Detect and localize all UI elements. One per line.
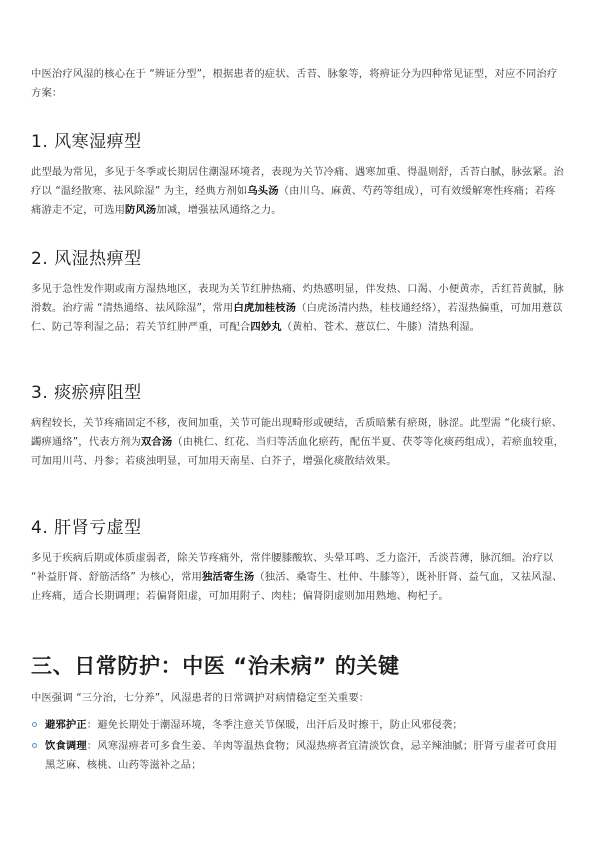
section-heading-3: 3. 痰瘀痹阻型: [31, 383, 142, 403]
formula-duhuo-jisheng-tang: 独活寄生汤: [202, 571, 255, 583]
bullet-text: ：避免长期处于潮湿环境，冬季注意关节保暖，出汗后及时擦干，防止风邪侵袭；: [86, 719, 463, 731]
formula-simiao-wan: 四妙丸: [250, 321, 282, 333]
section-4-text-b: （独活、桑寄生、杜仲、牛膝等），既补肝肾、益气血，又祛风湿、止疼痛，适合长期调理；若偏肾阳虚，可加用附子、肉桂；偏肾阴虚则加用熟地、枸杞子。: [31, 571, 563, 602]
section-1-text-c: 加减，增强祛风通络之力。: [156, 204, 282, 216]
section-body-1: [31, 163, 565, 220]
section-4-text-a: 多见于疾病后期或体质虚弱者，除关节疼痛外，常伴腰膝酸软、头晕耳鸣、乏力盗汗，舌淡苔薄，脉沉细。治疗以 “补益肝肾、舒筋活络” 为核心，常用: [31, 552, 554, 583]
section-3-text-a: 病程较长，关节疼痛固定不移，夜间加重，关节可能出现畸形或硬结，舌质暗紫有瘀斑，脉涩。此型需 “化痰行瘀、蠲痹通络”，代表方剂为: [31, 417, 563, 448]
bullet-label: 避邪护正: [45, 719, 87, 731]
formula-wutou-tang: 乌头汤: [247, 185, 279, 197]
section-body-4: [31, 549, 565, 606]
care-bullet-list: [31, 716, 565, 777]
section-body-3: [31, 414, 565, 471]
bullet-text: ：风寒湿痹者可多食生姜、羊肉等温热食物；风湿热痹者宜清淡饮食，忌辛辣油腻；肝肾亏虚者可食用黑芝麻、核桃、山药等滋补之品；: [45, 740, 557, 771]
bullet-circle-icon: [32, 722, 37, 727]
bullet-circle-icon: [32, 743, 37, 748]
section-heading-1: 1. 风寒湿痹型: [31, 132, 142, 152]
formula-baihu-guizhi-tang: 白虎加桂枝汤: [233, 302, 297, 314]
section-2-text-a: 多见于急性发作期或南方湿热地区，表现为关节红肿热痛、灼热感明显，伴发热、口渴、小便黄赤，舌红苔黄腻，脉滑数。治疗需 “清热通络、祛风除湿”，常用: [31, 283, 564, 314]
section-3-text-b: （由桃仁、红花、当归等活血化瘀药，配伍半夏、茯苓等化痰药组成），若瘀血较重，可加用川芎、丹参；若痰浊明显，可加用天南星、白芥子，增强化痰散结效果。: [31, 436, 565, 467]
list-item: [31, 737, 565, 775]
section-body-2: [31, 280, 565, 337]
part-three-intro: 中医强调 “三分治，七分养”，风湿患者的日常调护对病情稳定至关重要：: [31, 692, 370, 704]
section-heading-2: 2. 风湿热痹型: [31, 249, 142, 269]
bullet-label: 饮食调理: [45, 740, 87, 752]
formula-fangfeng-tang: 防风汤: [125, 204, 157, 216]
section-1-text-b: （由川乌、麻黄、芍药等组成），可有效缓解寒性疼痛；若疼痛游走不定，可选用: [31, 185, 556, 216]
section-1-text-a: 此型最为常见，多见于冬季或长期居住潮湿环境者，表现为关节冷痛、遇寒加重、得温则舒，舌苔白腻，脉弦紧。治疗以 “温经散寒、祛风除湿” 为主，经典方剂如: [31, 166, 564, 197]
list-item: [31, 716, 565, 735]
section-2-text-c: （黄柏、苍术、薏苡仁、牛膝）清热利湿。: [281, 321, 481, 333]
formula-shuanghe-tang: 双合汤: [140, 436, 173, 448]
intro-paragraph: 中医治疗风湿的核心在于 “辨证分型”，根据患者的症状、舌苔、脉象等，将痹证分为四种常见证型，对应不同治疗方案：: [31, 68, 558, 99]
section-2-text-b: （白虎汤清内热，桂枝通经络），若湿热偏重，可加用薏苡仁、防己等利湿之品；若关节红肿严重，可配合: [31, 302, 563, 333]
section-heading-4: 4. 肝肾亏虚型: [31, 518, 142, 538]
part-three-heading: 三、日常防护：中医 “治未病” 的关键: [31, 654, 400, 678]
